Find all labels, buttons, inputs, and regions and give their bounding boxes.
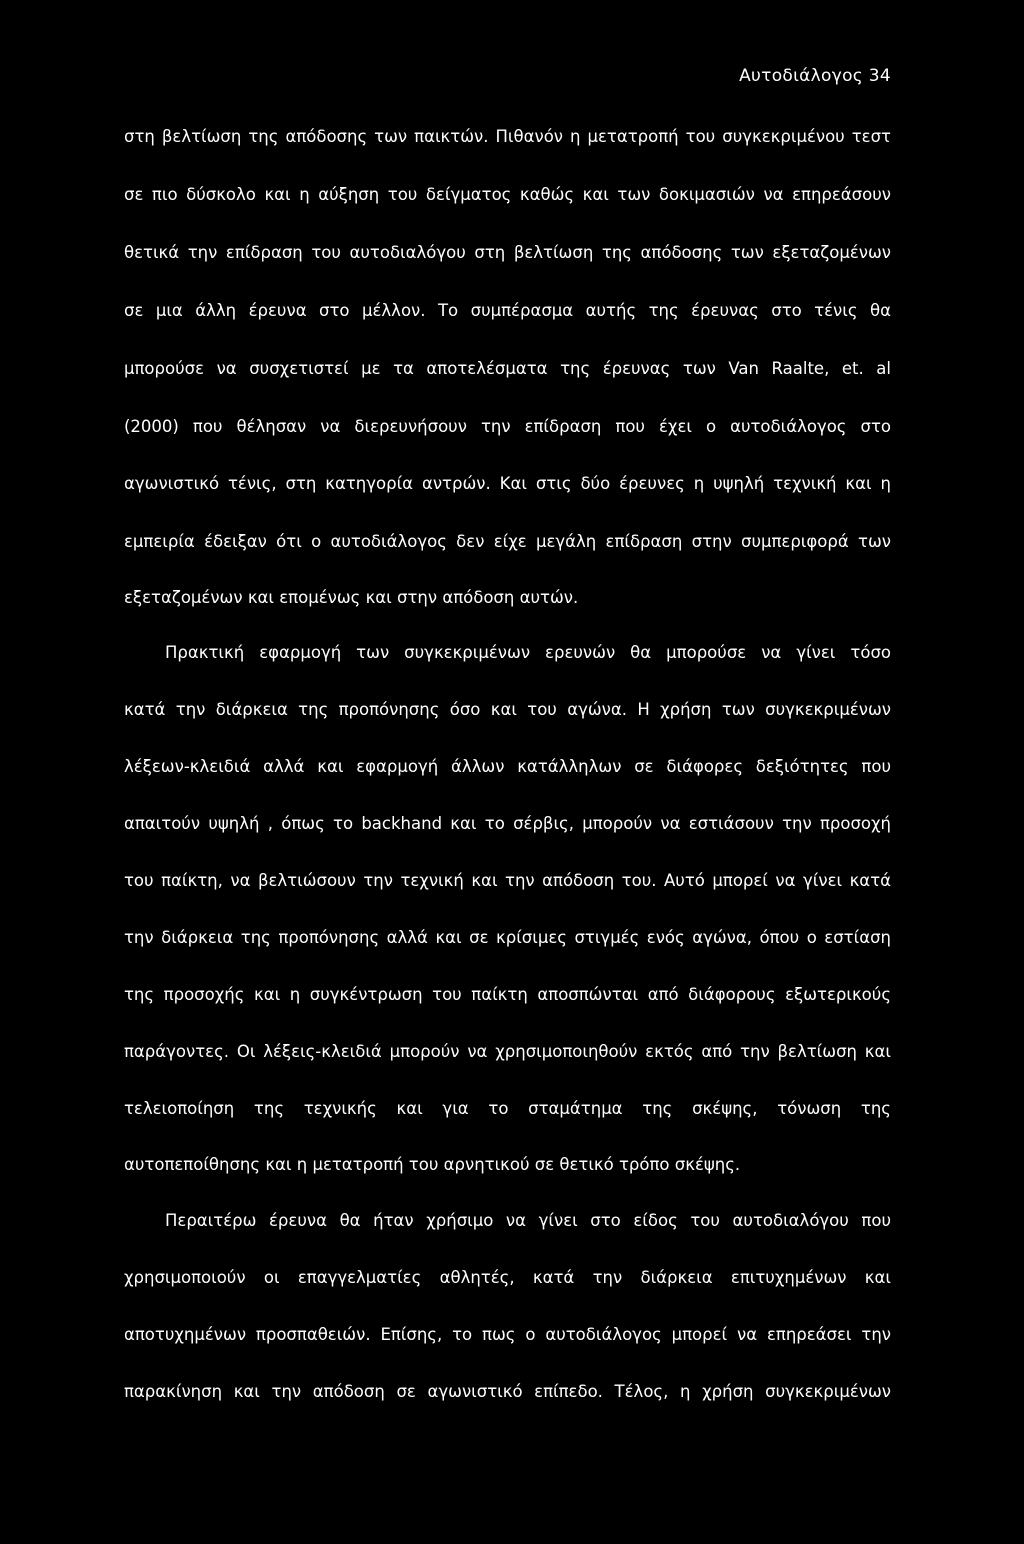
text-line: παράγοντες. Οι λέξεις-κλειδιά μπορούν να χρησιμοποιηθούν εκτός από την βελτίωση και [124, 1042, 891, 1061]
text-line: εμπειρία έδειξαν ότι ο αυτοδιάλογος δεν είχε μεγάλη επίδραση στην συμπεριφορά των [124, 532, 891, 551]
text-line: του παίκτη, να βελτιώσουν την τεχνική και την απόδοση του. Αυτό μπορεί να γίνει κατά [124, 871, 891, 890]
text-line: τελειοποίηση της τεχνικής και για το σταμάτημα της σκέψης, τόνωση της [124, 1099, 891, 1118]
text-line: αυτοπεποίθησης και η μετατροπή του αρνητικού σε θετικό τρόπο σκέψης. [124, 1155, 741, 1174]
text-line: θετικά την επίδραση του αυτοδιαλόγου στη βελτίωση της απόδοσης των εξεταζομένων [124, 243, 891, 262]
text-line: εξεταζομένων και επομένως και στην απόδοση αυτών. [124, 588, 579, 607]
text-line: σε μια άλλη έρευνα στο μέλλον. Το συμπέρασμα αυτής της έρευνας στο τένις θα [124, 301, 891, 320]
text-line: απαιτούν υψηλή , όπως το backhand και το σέρβις, μπορούν να εστιάσουν την προσοχή [124, 814, 891, 833]
paragraph-first-line: Περαιτέρω έρευνα θα ήταν χρήσιμο να γίνει στο είδος του αυτοδιαλόγου που [165, 1211, 891, 1230]
paragraph-first-line: Πρακτική εφαρμογή των συγκεκριμένων ερευνών θα μπορούσε να γίνει τόσο [165, 643, 891, 662]
running-header: Αυτοδιάλογος 34 [739, 66, 891, 86]
text-line: παρακίνηση και την απόδοση σε αγωνιστικό επίπεδο. Τέλος, η χρήση συγκεκριμένων [124, 1382, 891, 1401]
text-line: χρησιμοποιούν οι επαγγελματίες αθλητές, κατά την διάρκεια επιτυχημένων και [124, 1268, 891, 1287]
text-line: την διάρκεια της προπόνησης αλλά και σε κρίσιμες στιγμές ενός αγώνα, όπου ο εστίαση [124, 928, 891, 947]
text-line: της προσοχής και η συγκέντρωση του παίκτη αποσπώνται από διάφορους εξωτερικούς [124, 985, 891, 1004]
text-line: λέξεων-κλειδιά αλλά και εφαρμογή άλλων κατάλληλων σε διάφορες δεξιότητες που [124, 757, 891, 776]
text-line: μπορούσε να συσχετιστεί με τα αποτελέσματα της έρευνας των Van Raalte, et. al [124, 359, 891, 378]
text-line: αποτυχημένων προσπαθειών. Επίσης, το πως ο αυτοδιάλογος μπορεί να επηρεάσει την [124, 1325, 891, 1344]
text-line: (2000) που θέλησαν να διερευνήσουν την επίδραση που έχει ο αυτοδιάλογος στο [124, 417, 891, 436]
text-line: σε πιο δύσκολο και η αύξηση του δείγματος καθώς και των δοκιμασιών να επηρεάσουν [124, 185, 891, 204]
text-line: στη βελτίωση της απόδοσης των παικτών. Πιθανόν η μετατροπή του συγκεκριμένου τεστ [124, 127, 891, 146]
text-line: κατά την διάρκεια της προπόνησης όσο και του αγώνα. Η χρήση των συγκεκριμένων [124, 700, 891, 719]
text-line: αγωνιστικό τένις, στη κατηγορία αντρών. Και στις δύο έρευνες η υψηλή τεχνική και η [124, 474, 891, 493]
